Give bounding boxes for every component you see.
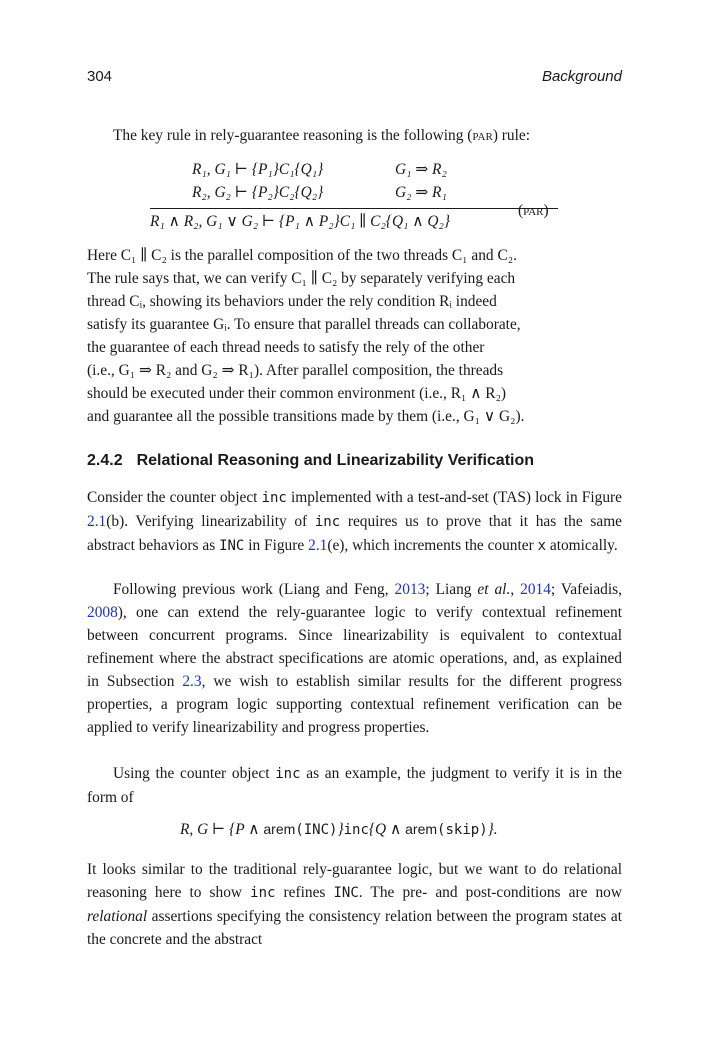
rule-reference: par bbox=[472, 127, 493, 144]
premise-1-implication: G₁ ⇒ R₂ bbox=[395, 161, 447, 178]
section-heading bbox=[87, 452, 622, 470]
premise-1-judgment: R₁, G₁ ⊢ {P₁}C₁{Q₁} bbox=[192, 161, 324, 178]
paragraph-relational: It looks similar to the traditional rely-guarantee logic, but we want to do relational reasoning here to show inc refines INC. The pre- and post-conditions are now relational assertions specifying the consistency relation between the program states at the concrete and the abstract bbox=[87, 861, 622, 948]
text-line: and guarantee all the possible transitions made by them (i.e., G₁ ∨ G₂). bbox=[87, 408, 525, 425]
code-inc: inc bbox=[314, 514, 341, 530]
text-line: (i.e., G₁ ⇒ R₂ and G₂ ⇒ R₁). After parallel composition, the threads bbox=[87, 362, 504, 379]
text-line: should be executed under their common environment (i.e., R₁ ∧ R₂) bbox=[87, 385, 507, 402]
arem-function: arem bbox=[405, 821, 438, 837]
code-inc: inc bbox=[261, 490, 287, 506]
inference-rule bbox=[140, 160, 580, 235]
code-inc: inc bbox=[275, 766, 301, 782]
code-INC: INC bbox=[333, 885, 359, 901]
premise-2-implication: G₂ ⇒ R₁ bbox=[395, 184, 447, 201]
emphasis: relational bbox=[87, 908, 148, 925]
figure-link[interactable]: 2.1 bbox=[87, 513, 107, 530]
code-INC: INC bbox=[219, 538, 245, 554]
intro-sentence: The key rule in rely-guarantee reasoning is the following (par) rule: bbox=[113, 127, 530, 144]
citation-link[interactable]: 2008 bbox=[87, 604, 118, 621]
rule-name: (par) bbox=[518, 202, 549, 219]
et-al: et al. bbox=[477, 581, 511, 598]
paragraph-par-explanation bbox=[87, 244, 622, 428]
paragraph-judgment-intro: Using the counter object inc as an example, the judgment to verify it is in the form of bbox=[87, 765, 623, 806]
code-inc: inc bbox=[250, 885, 276, 901]
arem-function: arem bbox=[263, 821, 296, 837]
rule-conclusion: R₁ ∧ R₂, G₁ ∨ G₂ ⊢ {P₁ ∧ P₂}C₁ ∥ C₂{Q₁ ∧ Q₂} bbox=[150, 213, 450, 230]
text-line: satisfy its guarantee Gᵢ. To ensure that parallel threads can collaborate, bbox=[87, 316, 521, 333]
paragraph-counter-object: Consider the counter object inc implemented with a test-and-set (TAS) lock in Figure 2.1(b). Verifying linearizability of inc requires us to prove that it has the same abstract behaviors as INC in Figure 2.1(e), which increments the counter x atomically. bbox=[87, 489, 623, 554]
text-line: the guarantee of each thread needs to satisfy the rely of the other bbox=[87, 339, 485, 356]
text-line: The rule says that, we can verify C₁ ∥ C₂ by separately verifying each bbox=[87, 270, 516, 287]
text-line: Here C₁ ∥ C₂ is the parallel composition of the two threads C₁ and C₂. bbox=[87, 247, 517, 264]
page-header bbox=[87, 68, 622, 90]
code-x: x bbox=[537, 538, 547, 554]
citation-link[interactable]: 2014 bbox=[520, 581, 551, 598]
citation-link[interactable]: 2013 bbox=[394, 581, 426, 598]
figure-link[interactable]: 2.1 bbox=[308, 537, 328, 554]
text-line: thread Cᵢ, showing its behaviors under the rely condition Rᵢ indeed bbox=[87, 293, 497, 310]
inference-line bbox=[150, 208, 558, 209]
judgment-display: R, G ⊢ {P ∧ arem(INC)}inc{Q ∧ arem(skip)}. bbox=[180, 821, 498, 838]
page-number: 304 bbox=[87, 68, 113, 85]
running-head: Background bbox=[541, 68, 622, 85]
paragraph-previous-work: Following previous work (Liang and Feng, 2013; Liang et al., 2014; Vafeiadis, 2008), one can extend the rely-guarantee logic to verify contextual refinement between concurrent programs. Since linearizability is equivalent to contextual refinement where the abstract specifications are atomic operations, and, as explained in Subsection 2.3, we wish to establish similar results for the different progress properties, a program logic supporting contextual refinement verification can be applied to verify linearizability and progress properties. bbox=[87, 581, 623, 736]
subsection-link[interactable]: 2.3 bbox=[182, 673, 202, 690]
section-number: 2.4.2 bbox=[87, 452, 123, 469]
premise-2-judgment: R₂, G₂ ⊢ {P₂}C₂{Q₂} bbox=[192, 184, 324, 201]
section-title: Relational Reasoning and Linearizability Verification bbox=[136, 452, 535, 469]
